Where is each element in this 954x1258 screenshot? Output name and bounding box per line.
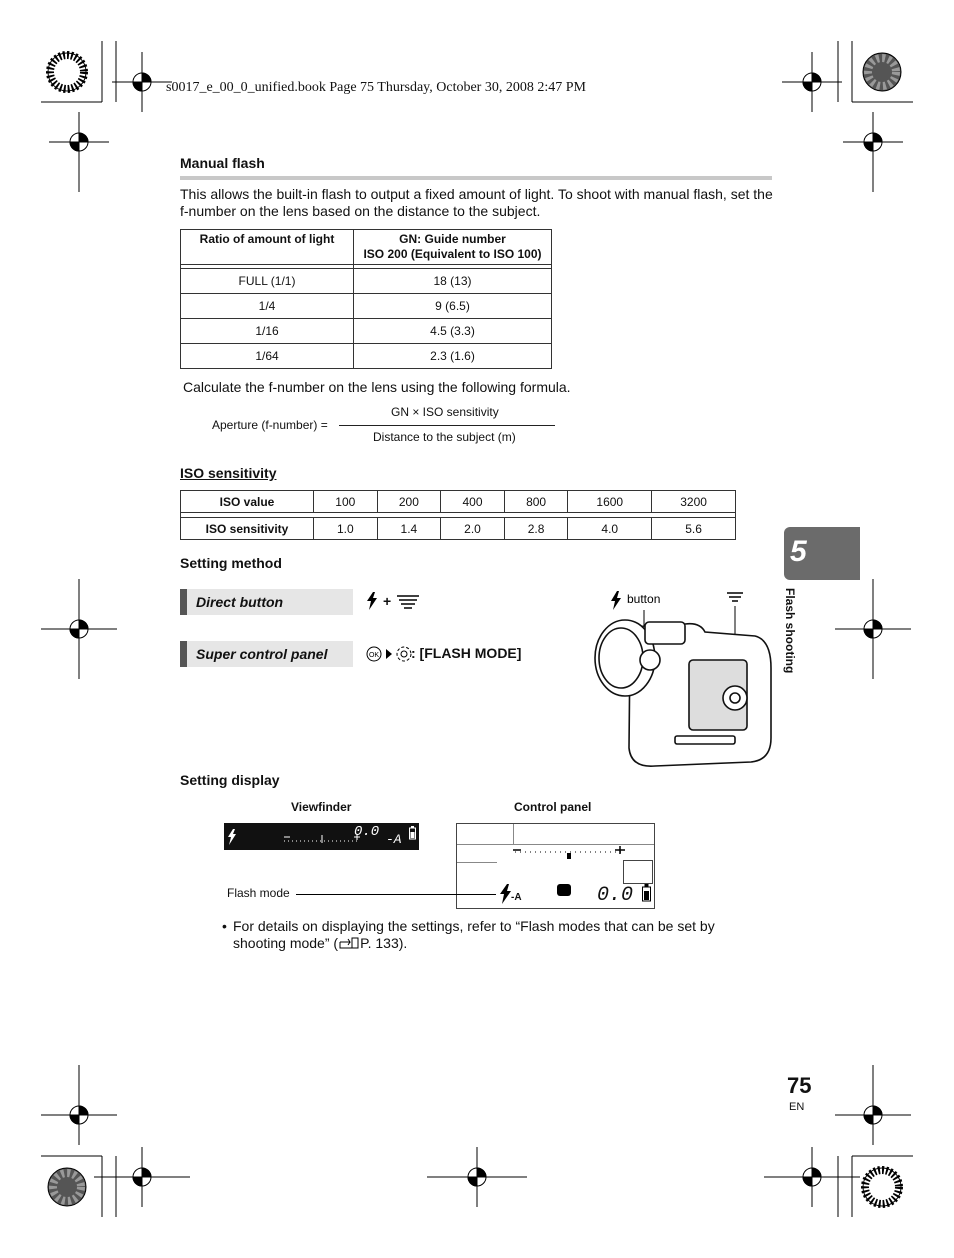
iso-heading: ISO sensitivity	[180, 465, 277, 481]
chapter-label	[781, 588, 801, 698]
iso-sensitivity-cell: 2.8	[504, 518, 568, 540]
exposure-scale	[282, 833, 362, 845]
dial-icon	[396, 594, 420, 610]
gn-cell: 9 (6.5)	[354, 294, 552, 319]
control-panel-label: Control panel	[514, 800, 592, 814]
formula-intro: Calculate the f-number on the lens using the following formula.	[183, 379, 571, 395]
control-panel-display	[456, 823, 655, 909]
cp-sub-box	[623, 860, 653, 884]
direct-button-box	[180, 589, 353, 615]
iso-value-cell: 400	[441, 491, 505, 513]
iso-value-label: ISO value	[181, 491, 314, 513]
camera-illustration	[585, 588, 775, 768]
section-rule	[180, 176, 772, 180]
table-row	[181, 344, 552, 369]
iso-sensitivity-cell: 1.0	[314, 518, 378, 540]
direct-button-label: Direct button	[196, 594, 284, 610]
battery-icon	[642, 884, 651, 902]
vf-flash-comp: -A	[386, 832, 402, 847]
viewfinder-label: Viewfinder	[291, 800, 352, 814]
leader-line	[296, 894, 496, 895]
flash-icon	[366, 592, 378, 610]
iso-value-cell: 3200	[652, 491, 736, 513]
super-control-panel-box	[180, 641, 353, 667]
table-header-gn-line2: ISO 200 (Equivalent to ISO 100)	[363, 247, 542, 261]
formula-numerator: GN × ISO sensitivity	[391, 405, 499, 419]
page-number: 75	[787, 1073, 812, 1098]
battery-icon	[409, 826, 416, 840]
chapter-label-text: Flash shooting	[783, 588, 797, 674]
gn-cell: 4.5 (3.3)	[354, 319, 552, 344]
viewfinder-display	[224, 823, 419, 850]
cp-divider	[457, 862, 497, 863]
table-header-gn-line1: GN: Guide number	[399, 232, 506, 246]
iso-value-cell: 800	[504, 491, 568, 513]
bullet-dot: •	[222, 918, 227, 934]
method-bar	[180, 641, 187, 667]
gn-cell: 2.3 (1.6)	[354, 344, 552, 369]
iso-sensitivity-cell: 4.0	[568, 518, 652, 540]
note-text	[233, 918, 753, 952]
method-bar	[180, 589, 187, 615]
chapter-number: 5	[790, 535, 807, 568]
table-row	[181, 294, 552, 319]
table-header-gn	[354, 230, 552, 265]
reference-hand-icon	[338, 936, 360, 950]
exposure-scale	[511, 846, 627, 860]
manual-flash-intro: This allows the built-in flash to output a fixed amount of light. To shoot with manual flash, set the f-number on the lens based on the distance to the subject.	[180, 186, 773, 219]
flash-mode-op: : [FLASH MODE]	[411, 645, 522, 661]
iso-sensitivity-cell: 2.0	[441, 518, 505, 540]
ratio-cell: 1/16	[181, 319, 354, 344]
table-row	[181, 269, 552, 294]
language-code: EN	[789, 1101, 805, 1113]
cp-divider	[513, 824, 514, 844]
iso-value-cell: 1600	[568, 491, 652, 513]
formula-lhs: Aperture (f-number) =	[212, 418, 328, 432]
cp-value: 0.0	[597, 884, 634, 907]
arrow-pad-icon	[396, 645, 412, 663]
flash-icon	[227, 829, 237, 845]
table-header-ratio: Ratio of amount of light	[181, 230, 354, 265]
guide-number-table	[180, 229, 552, 369]
setting-method-heading: Setting method	[180, 555, 282, 571]
iso-sensitivity-cell: 5.6	[652, 518, 736, 540]
manual-flash-heading: Manual flash	[180, 155, 265, 171]
cp-flash-mode: -A	[511, 892, 522, 903]
iso-sensitivity-cell: 1.4	[377, 518, 441, 540]
ok-button-icon	[366, 646, 382, 662]
gn-cell: 18 (13)	[354, 269, 552, 294]
iso-sensitivity-label: ISO sensitivity	[181, 518, 314, 540]
vf-value: 0.0	[354, 824, 380, 840]
svg-text:OK: OK	[368, 652, 380, 659]
svg-text:button: button	[627, 592, 661, 606]
super-control-panel-label: Super control panel	[196, 646, 328, 662]
ratio-cell: 1/64	[181, 344, 354, 369]
flash-mode-label: Flash mode	[227, 886, 290, 900]
table-row	[181, 491, 736, 513]
ratio-cell: FULL (1/1)	[181, 269, 354, 294]
table-row	[181, 319, 552, 344]
iso-value-cell: 100	[314, 491, 378, 513]
plus-sign: +	[383, 593, 392, 609]
book-header-line: s0017_e_00_0_unified.book Page 75 Thursday, October 30, 2008 2:47 PM	[166, 80, 586, 95]
flash-comp-icon	[557, 884, 571, 896]
note-text-after: P. 133).	[360, 935, 408, 951]
arrow-right-icon	[385, 648, 393, 660]
cp-divider	[457, 844, 654, 845]
iso-table	[180, 490, 736, 540]
iso-value-cell: 200	[377, 491, 441, 513]
note-text-before: For details on displaying the settings, refer to “Flash modes that can be set by shooting mode” (	[233, 918, 715, 951]
formula-denominator: Distance to the subject (m)	[373, 430, 516, 444]
ratio-cell: 1/4	[181, 294, 354, 319]
setting-display-heading: Setting display	[180, 772, 280, 788]
table-row	[181, 518, 736, 540]
fraction-line	[339, 425, 555, 426]
